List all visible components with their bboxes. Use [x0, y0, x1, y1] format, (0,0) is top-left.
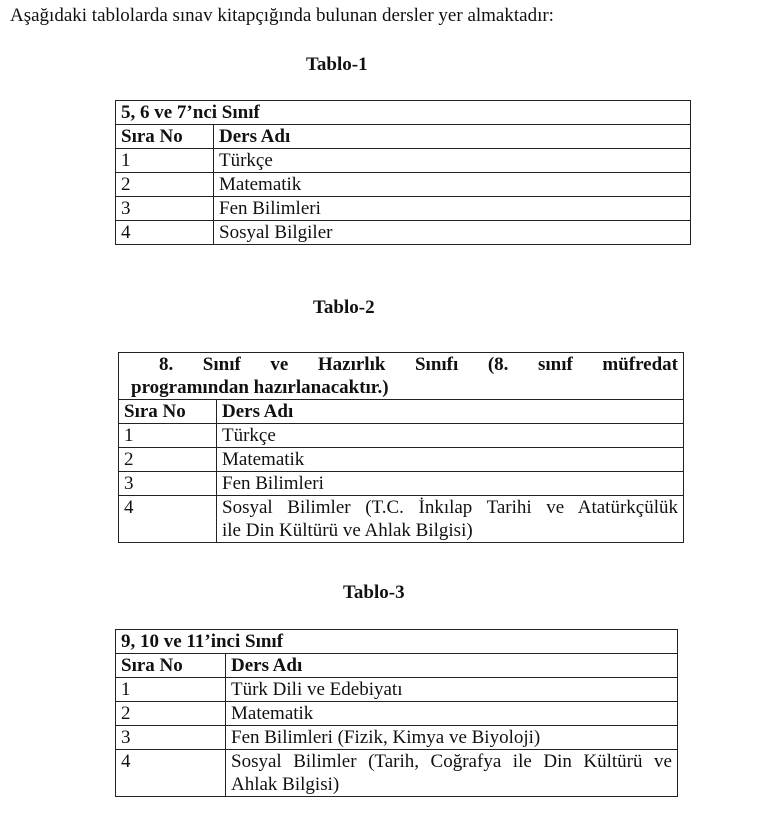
table-row — [119, 424, 684, 448]
col-header-ders-adi: Ders Adı — [217, 400, 684, 424]
table-3 — [115, 629, 678, 797]
table-1-caption: Tablo-1 — [306, 54, 368, 75]
row-name: Sosyal Bilgiler — [214, 221, 691, 245]
row-name-line2: Ahlak Bilgisi) — [231, 774, 340, 795]
table-row — [119, 496, 684, 543]
row-no: 1 — [119, 424, 217, 448]
row-name: Fen Bilimleri — [214, 197, 691, 221]
col-header-ders-adi: Ders Adı — [214, 125, 691, 149]
row-name: Fen Bilimleri — [217, 472, 684, 496]
col-header-sira-no: Sıra No — [119, 400, 217, 424]
row-no: 3 — [119, 472, 217, 496]
row-no: 2 — [119, 448, 217, 472]
row-name-line2: ile Din Kültürü ve Ahlak Bilgisi) — [222, 520, 473, 541]
table-row — [116, 173, 691, 197]
table-1 — [115, 100, 691, 245]
row-no: 2 — [116, 702, 226, 726]
col-header-ders-adi: Ders Adı — [226, 654, 678, 678]
row-no: 3 — [116, 726, 226, 750]
row-name: Fen Bilimleri (Fizik, Kimya ve Biyoloji) — [226, 726, 678, 750]
table-row — [116, 678, 678, 702]
row-name — [217, 496, 684, 543]
table-row — [116, 726, 678, 750]
row-no: 3 — [116, 197, 214, 221]
table-3-header: 9, 10 ve 11’inci Sınıf — [116, 630, 678, 654]
col-header-sira-no: Sıra No — [116, 654, 226, 678]
row-no: 4 — [119, 496, 217, 543]
row-name: Türk Dili ve Edebiyatı — [226, 678, 678, 702]
row-name-line1: Sosyal Bilimler (Tarih, Coğrafya ile Din Kültürü ve — [231, 751, 672, 772]
intro-text: Aşağıdaki tablolarda sınav kitapçığında bulunan dersler yer almaktadır: — [10, 5, 554, 26]
col-header-sira-no: Sıra No — [116, 125, 214, 149]
table-2-header-line1: 8. Sınıf ve Hazırlık Sınıfı (8. sınıf müfredat — [159, 354, 678, 375]
row-name-line1: Sosyal Bilimler (T.C. İnkılap Tarihi ve Atatürkçülük — [222, 497, 678, 518]
table-2-caption: Tablo-2 — [313, 297, 375, 318]
table-row — [116, 702, 678, 726]
table-row — [116, 197, 691, 221]
row-name: Matematik — [226, 702, 678, 726]
row-name: Matematik — [217, 448, 684, 472]
row-no: 1 — [116, 678, 226, 702]
row-no: 1 — [116, 149, 214, 173]
row-name — [226, 750, 678, 797]
table-2-header — [119, 353, 684, 400]
table-3-caption: Tablo-3 — [343, 582, 405, 603]
table-row — [119, 472, 684, 496]
row-name: Türkçe — [214, 149, 691, 173]
row-name: Türkçe — [217, 424, 684, 448]
row-no: 4 — [116, 221, 214, 245]
row-no: 2 — [116, 173, 214, 197]
table-row — [116, 750, 678, 797]
row-name: Matematik — [214, 173, 691, 197]
row-no: 4 — [116, 750, 226, 797]
table-row — [116, 149, 691, 173]
table-2-header-line2: programından hazırlanacaktır.) — [131, 377, 389, 398]
table-row — [116, 221, 691, 245]
table-row — [119, 448, 684, 472]
table-1-header: 5, 6 ve 7’nci Sınıf — [116, 101, 691, 125]
table-2 — [118, 352, 684, 543]
